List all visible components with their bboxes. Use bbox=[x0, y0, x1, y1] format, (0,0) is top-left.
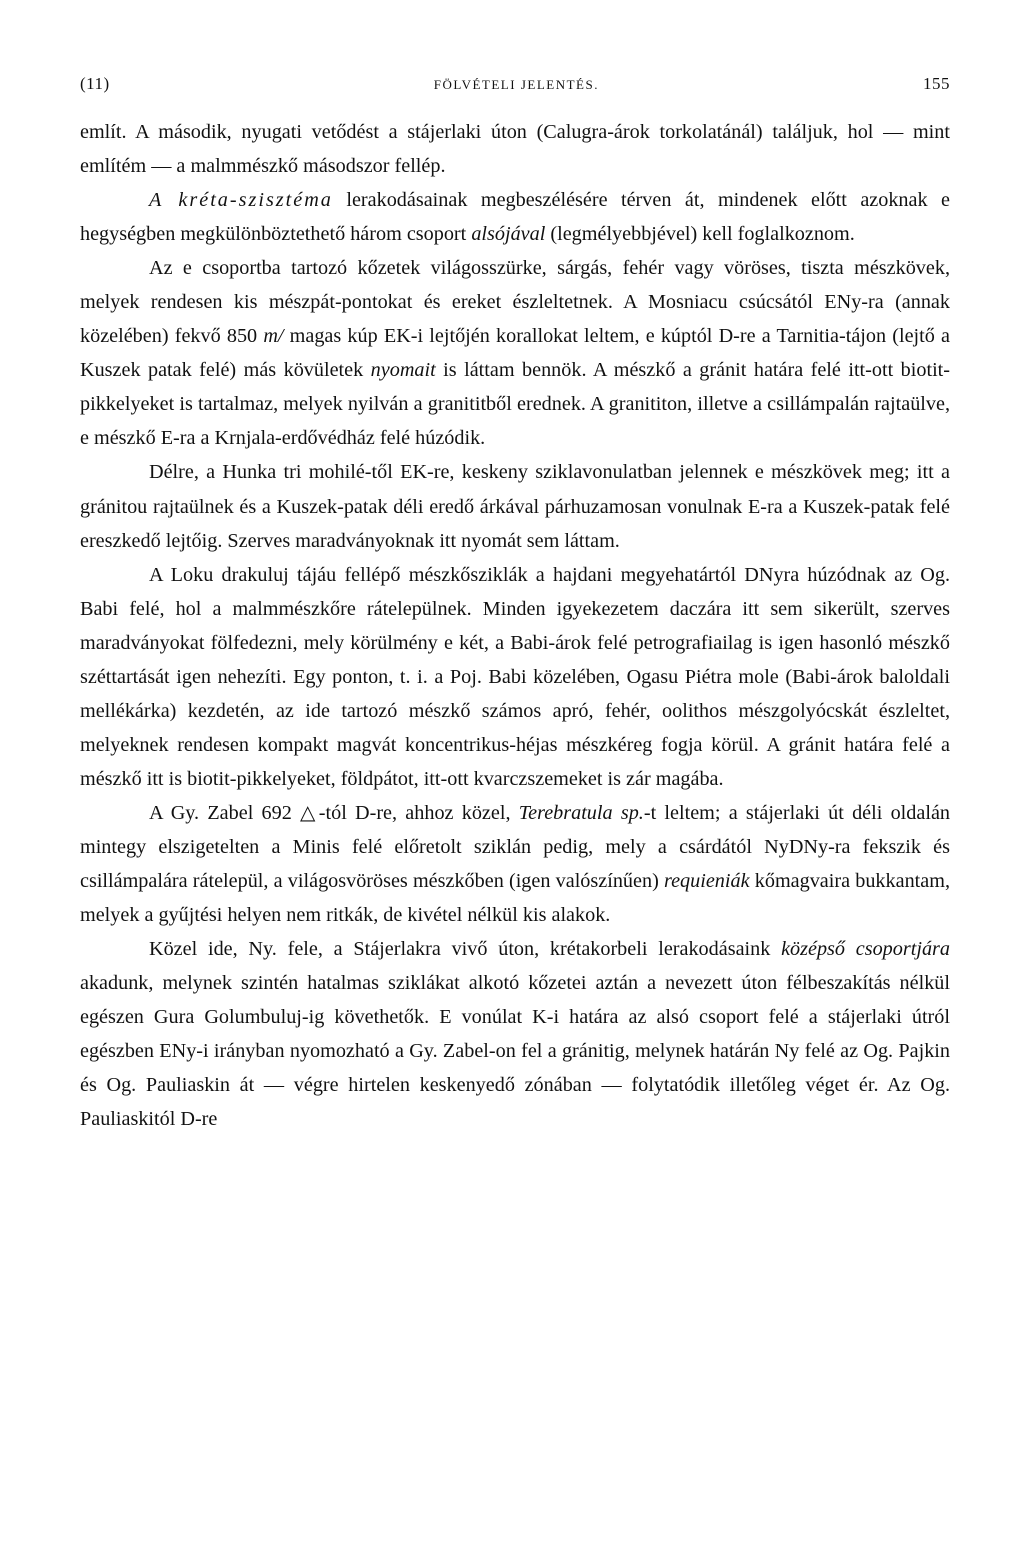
emphasized-text: Terebratula sp. bbox=[518, 801, 644, 824]
paragraph bbox=[80, 115, 950, 183]
text-run: említ. A második, nyugati vetődést a stájerlaki úton (Calugra-árok torkolatánál) találjuk, hol — mint említém — a malmmészkő másodszor fellép. bbox=[80, 121, 950, 178]
section-number: (11) bbox=[80, 74, 110, 93]
paragraph bbox=[80, 558, 950, 796]
text-run: lerakodásainak megbeszélésére térven át, mindenek előtt azoknak e hegységben megkülönböztethető három csoport bbox=[80, 189, 950, 246]
paragraph bbox=[80, 183, 950, 251]
emphasized-text: requieniák bbox=[663, 870, 750, 893]
text-run: A Loku drakuluj tájáu fellépő mészkősziklák a hajdani megyehatártól DNyra húzódnak az Og. Babi felé, hol a malmmészkőre rátelepülnek. Minden igyekezetem daczára itt sem sikerült, szerves maradványokat fölfedezni, mely körülmény e két, a Babi-árok felé petrografiailag is igen hasonló mészkő széttartását igen nehezíti. Egy ponton, t. i. a Poj. Babi közelében, Ogasu Piétra mole (Babi-árok baloldali mellékárka) kezdetén, az ide tartozó mészkő számos apró, fehér, oolithos mészgolyócskát észleltet, melyeknek rendesen kompakt magvát koncentrikus-héjas mészkéreg fogja körül. A gránit határa felé a mészkő itt is biotit-pikkelyeket, földpátot, itt-ott kvarczszemeket is zár magába. bbox=[80, 563, 950, 790]
text-run: Az e csoportba tartozó kőzetek világosszürke, sárgás, fehér vagy vöröses, tiszta mészkövek, melyek rendesen kis mészpát-pontokat és ereket észleltetnek. A Mosniacu csúcsától ENy-ra (annak közelében) fekvő 850 bbox=[80, 257, 950, 348]
text-run: A Gy. Zabel 692 △-tól D-re, ahhoz közel, bbox=[149, 801, 519, 824]
paragraph bbox=[80, 455, 950, 557]
text-run: Délre, a Hunka tri mohilé-től EK-re, keskeny sziklavonulatban jelennek e mészkövek meg; itt a gránitou rajtaülnek és a Kuszek-patak déli eredő árkával párhuzamosan vonulnak E-ra a Kuszek-patak felé ereszkedő lejtőig. Szerves maradványoknak itt nyomát sem láttam. bbox=[80, 461, 950, 552]
text-run: (legmélyebbjével) kell foglalkoznom. bbox=[545, 223, 855, 246]
emphasized-text: alsójával bbox=[471, 223, 546, 246]
paragraph bbox=[80, 932, 950, 1136]
emphasized-text: m/ bbox=[263, 325, 284, 348]
text-run: magas kúp EK-i lejtőjén korallokat leltem, e kúptól D-re a Tarnitia-tájon (lejtő a Kuszek patak felé) más kövületek bbox=[80, 325, 950, 382]
text-run: akadunk, melynek szintén hatalmas sziklákat alkotó kőzetei aztán a nevezett úton félbeszakítás nélkül egészen Gura Golumbuluj-ig követhetők. E vonúlat K-i határa az alsó csoport felé a stájerlaki útról egészben ENy-i irányban nyomozható a Gy. Zabel-on fel a gránitig, melynek határán Ny felé az Og. Pajkin és Og. Pauliaskin át — végre hirtelen keskenyedő zónában — folytatódik illetőleg véget ér. Az Og. Pauliaskitól D-re bbox=[80, 972, 950, 1131]
body-text bbox=[80, 115, 950, 1136]
text-run: Közel ide, Ny. fele, a Stájerlakra vivő úton, krétakorbeli lerakodásaink bbox=[149, 938, 782, 961]
emphasized-text: A kréta-szisztéma bbox=[149, 189, 333, 212]
paragraph bbox=[80, 251, 950, 455]
text-run: -t leltem; a stájerlaki út déli oldalán mintegy elszigetelten a Minis felé előretolt sziklán pedig, mely a csárdától NyDNy-ra fekszik és csillámpalára rátelepül, a világosvöröses mészkőben (igen valószínűen) bbox=[80, 801, 950, 893]
text-run: kőmagvaira bukkantam, melyek a gyűjtési helyen nem ritkák, de kivétel nélkül kis alakok. bbox=[80, 870, 950, 927]
emphasized-text: nyomait bbox=[370, 359, 436, 382]
paragraph bbox=[80, 796, 950, 932]
emphasized-text: középső csoportjára bbox=[781, 938, 950, 961]
text-run: is láttam bennök. A mészkő a gránit határa felé itt-ott biotit-pikkelyeket is tartalmaz, melyek nyilván a granititből erednek. A granititon, illetve a csillámpalán rajtaülve, e mészkő E-ra a Krnjala-erdővédház felé húzódik. bbox=[80, 359, 951, 450]
running-header bbox=[80, 74, 950, 94]
running-title: FÖLVÉTELI JELENTÉS. bbox=[433, 77, 599, 92]
page-number: 155 bbox=[923, 74, 950, 93]
